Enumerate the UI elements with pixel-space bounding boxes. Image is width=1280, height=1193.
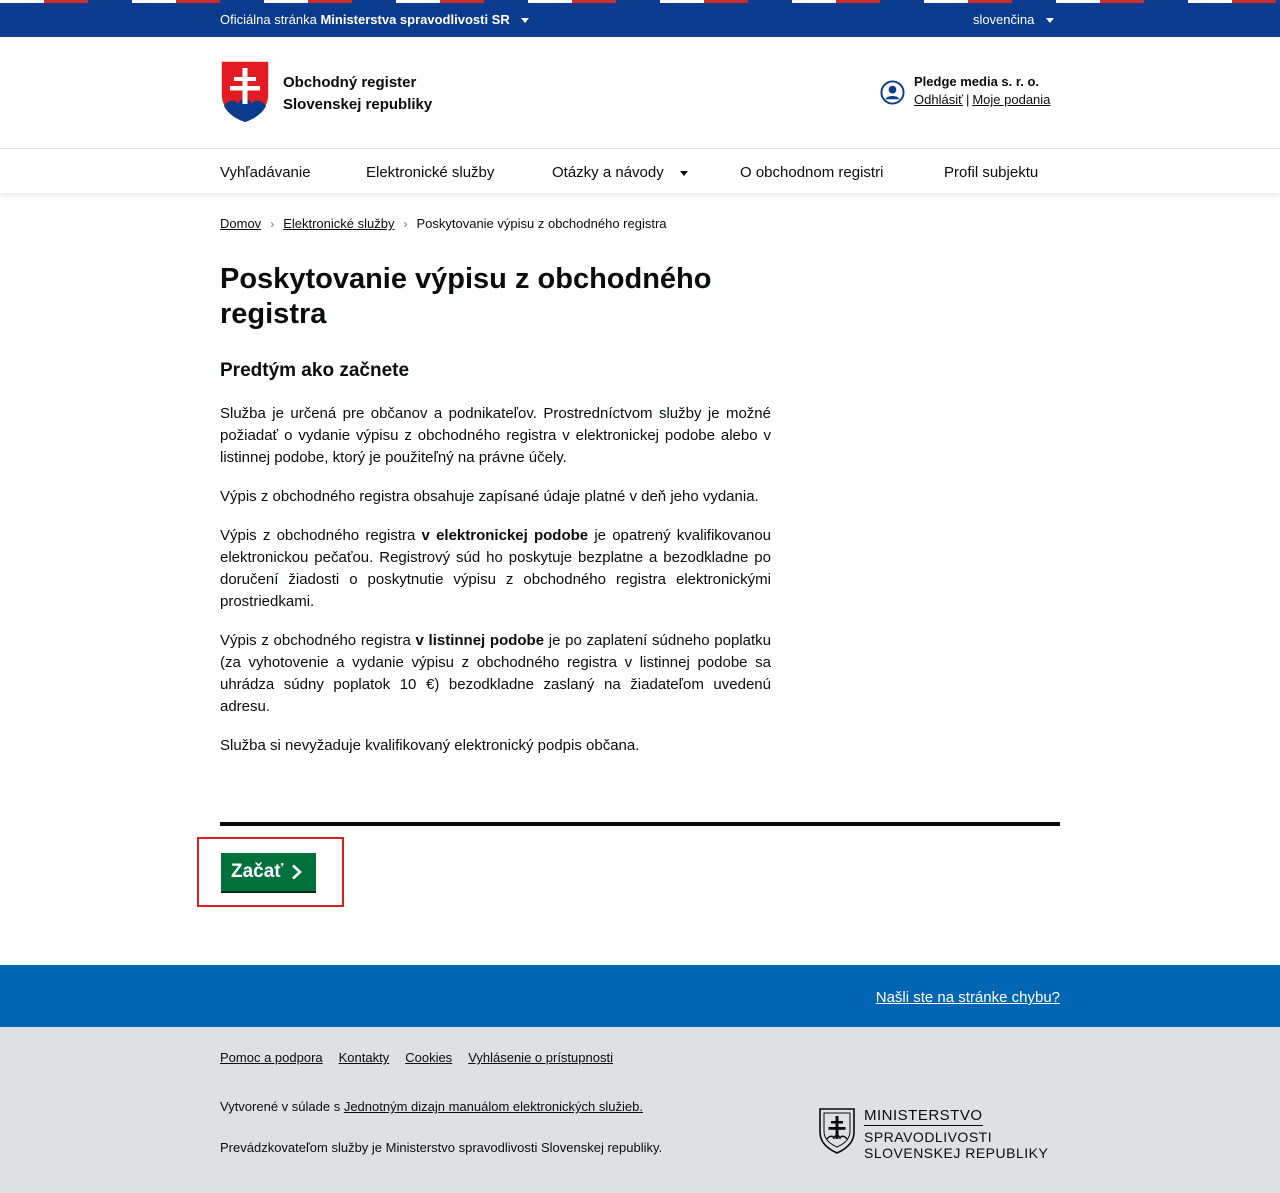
ministry-crest-icon — [819, 1108, 855, 1154]
text-bold: v listinnej podobe — [415, 632, 545, 649]
ministry-line2: SPRAVODLIVOSTI — [864, 1129, 993, 1145]
site-title[interactable] — [283, 72, 432, 116]
design-manual-link[interactable]: Jednotným dizajn manuálom elektronických služieb. — [343, 1099, 643, 1114]
slovak-crest-icon[interactable] — [220, 60, 270, 124]
nav-item-search[interactable]: Vyhľadávanie — [220, 164, 311, 181]
breadcrumb-services[interactable]: Elektronické služby — [283, 216, 395, 231]
footer-operator: Prevádzkovateľom služby je Ministerstvo spravodlivosti Slovenskej republiky. — [220, 1140, 663, 1155]
main-nav — [0, 150, 1280, 193]
chevron-right-icon: › — [270, 216, 275, 231]
user-icon — [880, 80, 905, 105]
paragraph-electronic — [220, 525, 771, 613]
footer-created — [220, 1099, 643, 1114]
paragraph-signature: Služba si nevyžaduje kvalifikovaný elektronický podpis občana. — [220, 737, 640, 754]
caret-down-icon — [680, 171, 688, 176]
paragraph-paper — [220, 630, 771, 718]
official-site-toggle[interactable] — [220, 12, 529, 27]
ministry-line1: MINISTERSTVO — [864, 1107, 983, 1124]
nav-item-about[interactable]: O obchodnom registri — [740, 164, 884, 181]
chevron-right-icon: › — [403, 216, 408, 231]
divider — [220, 822, 1060, 826]
footer-link-contacts[interactable]: Kontakty — [338, 1050, 390, 1065]
flag-stripes — [0, 0, 1280, 3]
gov-top-bar — [0, 0, 1280, 37]
section-subtitle: Predtým ako začnete — [220, 360, 410, 381]
chevron-right-icon — [291, 864, 303, 880]
user-links — [914, 92, 1050, 107]
language-label: slovenčina — [972, 12, 1035, 27]
footer-link-accessibility[interactable]: Vyhlásenie o prístupnosti — [468, 1050, 613, 1065]
site-footer — [0, 1027, 1280, 1193]
nav-item-electronic-services[interactable]: Elektronické služby — [366, 164, 495, 181]
site-title-line2: Slovenskej republiky — [283, 96, 433, 113]
site-header — [0, 37, 1280, 149]
ministry-line3: SLOVENSKEJ REPUBLIKY — [864, 1145, 1049, 1161]
text: je opatrený kvalifikovanou elektronickou pečaťou. Registrový súd ho poskytuje bezplatne a bezodkladne po doručení žiadosti o poskytnutie výpisu z obchodného registra elektronickými prostriedkami. — [220, 527, 771, 610]
my-submissions-link[interactable]: Moje podania — [972, 92, 1051, 107]
official-prefix: Oficiálna stránka — [220, 12, 317, 27]
text-bold: v elektronickej podobe — [421, 527, 589, 544]
language-select[interactable] — [973, 12, 1054, 27]
site-title-line1: Obchodný register — [283, 74, 417, 91]
footer-link-help[interactable]: Pomoc a podpora — [220, 1050, 323, 1065]
text: Výpis z obchodného registra — [220, 632, 416, 649]
logout-link[interactable]: Odhlásiť — [914, 92, 963, 107]
caret-down-icon — [1046, 18, 1054, 23]
breadcrumb-home[interactable]: Domov — [220, 216, 262, 231]
start-button-label: Začať — [231, 861, 284, 882]
page-title: Poskytovanie výpisu z obchodného registra — [220, 263, 712, 330]
paragraph-contents: Výpis z obchodného registra obsahuje zapísané údaje platné v deň jeho vydania. — [220, 488, 759, 505]
nav-item-faq[interactable] — [552, 164, 688, 181]
footer-links — [220, 1050, 613, 1065]
paragraph-intro: Služba je určená pre občanov a podnikateľov. Prostredníctvom služby je možné požiadať o vydanie výpisu z obchodného registra v elektronickej podobe alebo v listinnej podobe, ktorý je použiteľný na právne účely. — [220, 405, 771, 466]
breadcrumb — [220, 216, 667, 231]
footer-link-cookies[interactable]: Cookies — [405, 1050, 453, 1065]
text: Výpis z obchodného registra — [220, 527, 422, 544]
footer-created-prefix: Vytvorené v súlade s — [220, 1099, 344, 1114]
text: je po zaplatení súdneho poplatku (za vyhotovenie a vydanie výpisu z obchodného registra v listinnej podobe sa uhrádza súdny poplatok 10 €) bezodkladne zaslaný na žiadateľom uvedenú adresu. — [220, 632, 771, 715]
separator: | — [965, 92, 970, 107]
ministry-logo-text — [864, 1107, 1048, 1161]
nav-item-subject-profile[interactable]: Profil subjektu — [944, 164, 1039, 181]
start-button[interactable] — [221, 853, 316, 891]
nav-item-faq-label: Otázky a návody — [552, 164, 664, 181]
report-error-link[interactable]: Našli ste na stránke chybu? — [875, 989, 1060, 1006]
user-name: Pledge media s. r. o. — [914, 74, 1039, 89]
breadcrumb-current: Poskytovanie výpisu z obchodného registra — [416, 216, 667, 231]
main-content — [220, 403, 771, 774]
official-ministry: Ministerstva spravodlivosti SR — [320, 12, 510, 27]
report-error-bar — [0, 965, 1280, 1027]
caret-down-icon — [521, 18, 529, 23]
